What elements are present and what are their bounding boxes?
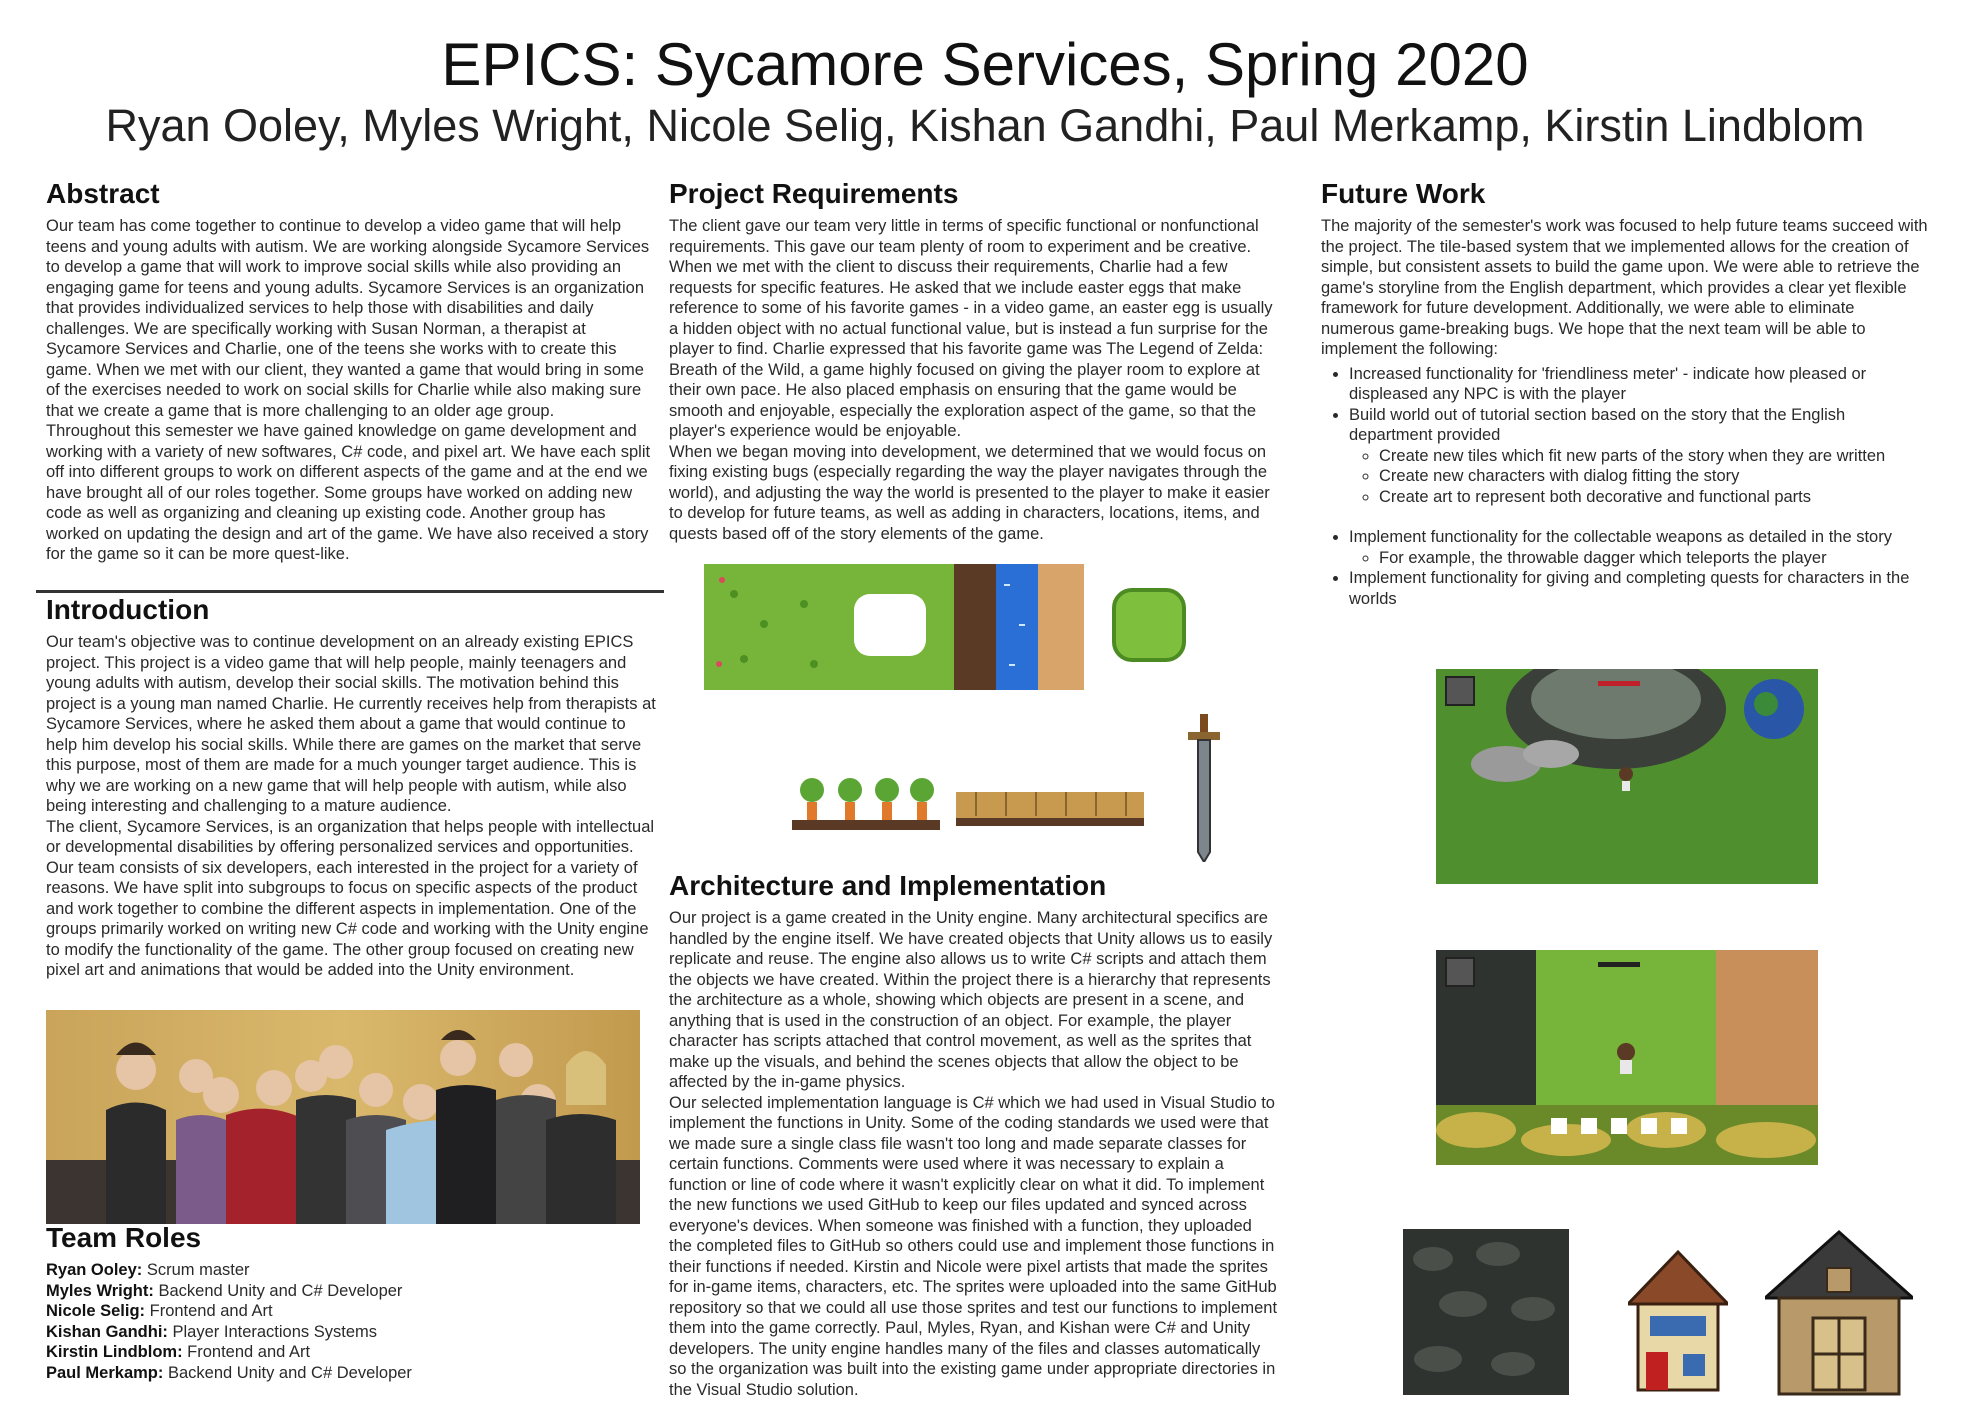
future-work-list <box>1321 364 1931 508</box>
abstract-heading: Abstract <box>46 178 160 209</box>
future-work-section <box>1321 178 1931 609</box>
introduction-heading: Introduction <box>46 594 210 625</box>
wheat-crop-sprite <box>956 786 1144 828</box>
team-role-row <box>46 1322 656 1343</box>
introduction-section <box>46 594 656 981</box>
house-sprite-large <box>1765 1228 1913 1398</box>
member-role: Backend Unity and C# Developer <box>153 1281 403 1300</box>
introduction-paragraph-2: The client, Sycamore Services, is an organization that helps people with intellectual or developmental disabilities by offering personalized services and opportunities. Our team consists of six developers, each interested in the project for a variety of reasons. We have split into subgroups to focus on specific aspects of the product and work together to combine the different aspects in implementation. One of the groups primarily worked on writing new C# code and working with the Unity engine to modify the functionality of the game. The other group focused on creating new pixel art and animations that would be added into the Unity environment. <box>46 817 655 979</box>
member-role: Backend Unity and C# Developer <box>163 1363 412 1382</box>
list-item: • Increased functionality for 'friendliness meter' - indicate how pleased or displeased any NPC is with the player <box>1349 364 1931 405</box>
member-role: Scrum master <box>142 1261 250 1279</box>
section-divider <box>36 590 664 593</box>
architecture-heading: Architecture and Implementation <box>669 870 1107 901</box>
list-item: • Implement functionality for giving and completing quests for characters in the worlds <box>1349 568 1931 609</box>
member-name: Nicole Selig: <box>46 1302 146 1320</box>
game-screenshot-tutorial <box>1436 950 1818 1165</box>
team-role-row <box>46 1281 656 1302</box>
abstract-section <box>46 178 656 565</box>
team-photo <box>46 1010 640 1224</box>
future-work-heading: Future Work <box>1321 178 1486 209</box>
sub-list-item: ◦ For example, the throwable dagger which teleports the player <box>1379 548 1931 569</box>
poster-authors: Ryan Ooley, Myles Wright, Nicole Selig, Kishan Gandhi, Paul Merkamp, Kirstin Lindblom <box>105 100 1865 151</box>
bush-sprite <box>1108 584 1190 666</box>
sword-sprite <box>1186 714 1222 862</box>
member-name: Kishan Gandhi: <box>46 1322 168 1341</box>
member-name: Ryan Ooley: <box>46 1261 143 1279</box>
list-item <box>1349 405 1931 508</box>
team-role-row <box>46 1301 656 1322</box>
sub-list-item: ◦ Create art to represent both decorative and functional parts <box>1379 487 1931 508</box>
sub-list-item: ◦ Create new tiles which fit new parts of the story when they are written <box>1379 446 1931 467</box>
abstract-paragraph-2: Throughout this semester we have gained knowledge on game development and working with a variety of new softwares, C# code, and pixel art. We have each split off into different groups to work on different aspects of the game and at the end we have brought all of our roles together. Some groups have worked on adding new code as well as organizing and cleaning up existing code. Another group has worked on updating the design and art of the game. We have also received a story for the game so it can be more quest-like. <box>46 422 651 563</box>
game-screenshot-overworld <box>1436 669 1818 884</box>
introduction-paragraph-1: Our team's objective was to continue development on an already existing EPICS project. This project is a video game that will help people, mainly teenagers and young adults with autism, develop their social skills. The motivation behind this project is a young man named Charlie. He currently receives help from therapists at Sycamore Services, where he asked them about a game that would continue to help him develop his social skills. While there are games on the market that serve this purpose, most of them are made for a much younger target audience. This is why we are working on a new game that will help people with autism, while also being interesting and challenging to a mature audience. <box>46 633 656 815</box>
carrot-crop-sprite <box>792 770 940 832</box>
member-role: Player Interactions Systems <box>167 1322 377 1341</box>
requirements-heading: Project Requirements <box>669 178 959 209</box>
list-item-text: Build world out of tutorial section based on the story that the English department provided <box>1349 405 1846 444</box>
abstract-paragraph-1: Our team has come together to continue to develop a video game that will help teens and young adults with autism. We are working alongside Sycamore Services to develop a game that will work to improve social skills while also providing an engaging game for teens and young adults. Sycamore Services is an organization that provides individualized services to help those with disabilities and daily challenges. We are specifically working with Susan Norman, a therapist at Sycamore Services and Charlie, one of the teens she works with to create this game. When we met with our client, they wanted a game that would bring in some of the exercises needed to work on social skills for Charlie while also making sure that we create a game that is more challenging to an older age group. <box>46 217 650 420</box>
requirements-section <box>669 178 1279 544</box>
future-work-paragraph: The majority of the semester's work was focused to help future teams succeed with the project. The tile-based system that we implemented allows for the creation of simple, but consistent assets to build the game upon. We were able to retrieve the game's storyline from the English department, which provides a clear yet flexible framework for future development. Additionally, we were able to eliminate numerous game-breaking bugs. We hope that the next team will be able to implement the following: <box>1321 217 1928 358</box>
future-work-list-2 <box>1321 527 1931 609</box>
member-role: Frontend and Art <box>182 1343 311 1361</box>
requirements-paragraph-1: The client gave our team very little in terms of specific functional or nonfunctional requirements. This gave our team plenty of room to experiment and be creative. When we met with the client to discuss their requirements, Charlie had a few requests for specific features. He asked that we include easter eggs that make reference to some of his favorite games - in a video game, an easter egg is usually a hidden object with no actual functional value, but is instead a fun surprise for the player to find. Charlie expressed that his favorite game was The Legend of Zelda: Breath of the Wild, a game highly focused on giving the player room to explore at their own pace. He also placed emphasis on ensuring that the game would be smooth and enjoyable, especially the exploration aspect of the game, so that the player's experience would be enjoyable. <box>669 217 1273 440</box>
tileset-sprite-sheet <box>704 564 1084 690</box>
list-item <box>1349 527 1931 568</box>
list-item-text: Implement functionality for the collectable weapons as detailed in the story <box>1349 528 1892 546</box>
team-roles-section <box>46 1222 656 1383</box>
team-role-row <box>46 1342 656 1363</box>
team-role-row <box>46 1363 656 1384</box>
requirements-paragraph-2: When we began moving into development, we determined that we would focus on fixing existing bugs (especially regarding the way the player navigates through the world), and adjusting the way the world is presented to the player to make it easier to develop for future teams, as well as adding in characters, locations, items, and quests based off of the story elements of the game. <box>669 442 1270 543</box>
architecture-paragraph-1: Our project is a game created in the Unity engine. Many architectural specifics are handled by the engine itself. We have created objects that Unity allows us to easily replicate and reuse. The engine also allows us to write C# scripts and attach them the objects we have created. Within the project there is a hierarchy that represents the architecture as a whole, showing which objects are present in a scene, and anything that is used in the construction of an object. For example, the player character has scripts attached that control movement, as well as the sprites that make up the visuals, and behind the scenes objects that allow the object to be affected by the in-game physics. <box>669 909 1273 1091</box>
poster-title: EPICS: Sycamore Services, Spring 2020 <box>441 31 1529 98</box>
sub-list-item: ◦ Create new characters with dialog fitting the story <box>1379 466 1931 487</box>
house-sprite-small <box>1628 1244 1728 1394</box>
team-role-row <box>46 1260 656 1281</box>
architecture-section <box>669 870 1279 1400</box>
member-role: Frontend and Art <box>145 1302 273 1320</box>
architecture-paragraph-2: Our selected implementation language is C# which we had used in Visual Studio to implement the functions in Unity. Some of the coding standards we used were that we made sure a single class file wasn't too long and made separate classes for certain functions. Comments were used where it was necessary to explain a function or line of code where it wasn't explicitly clear on what it did. To implement the new functions we used GitHub to keep our files updated and synced across everyone's devices. When someone was finished with a function, they uploaded the completed files to GitHub so others could use and implement those functions in their functions if needed. Kirstin and Nicole were pixel artists that made the sprites for in-game items, characters, etc. The sprites were uploaded into the same GitHub repository so that we could all use those sprites and test our functions to implement them into the game correctly. Paul, Myles, Ryan, and Kishan were C# and Unity developers. The unity engine handles many of the files and classes automatically so the organization was built into the existing game under appropriate directories in the Visual Studio solution. <box>669 1093 1278 1399</box>
rock-tile-sprite <box>1403 1229 1569 1395</box>
member-name: Myles Wright: <box>46 1281 154 1300</box>
member-name: Paul Merkamp: <box>46 1363 164 1382</box>
member-name: Kirstin Lindblom: <box>46 1343 183 1361</box>
team-roles-heading: Team Roles <box>46 1222 202 1253</box>
